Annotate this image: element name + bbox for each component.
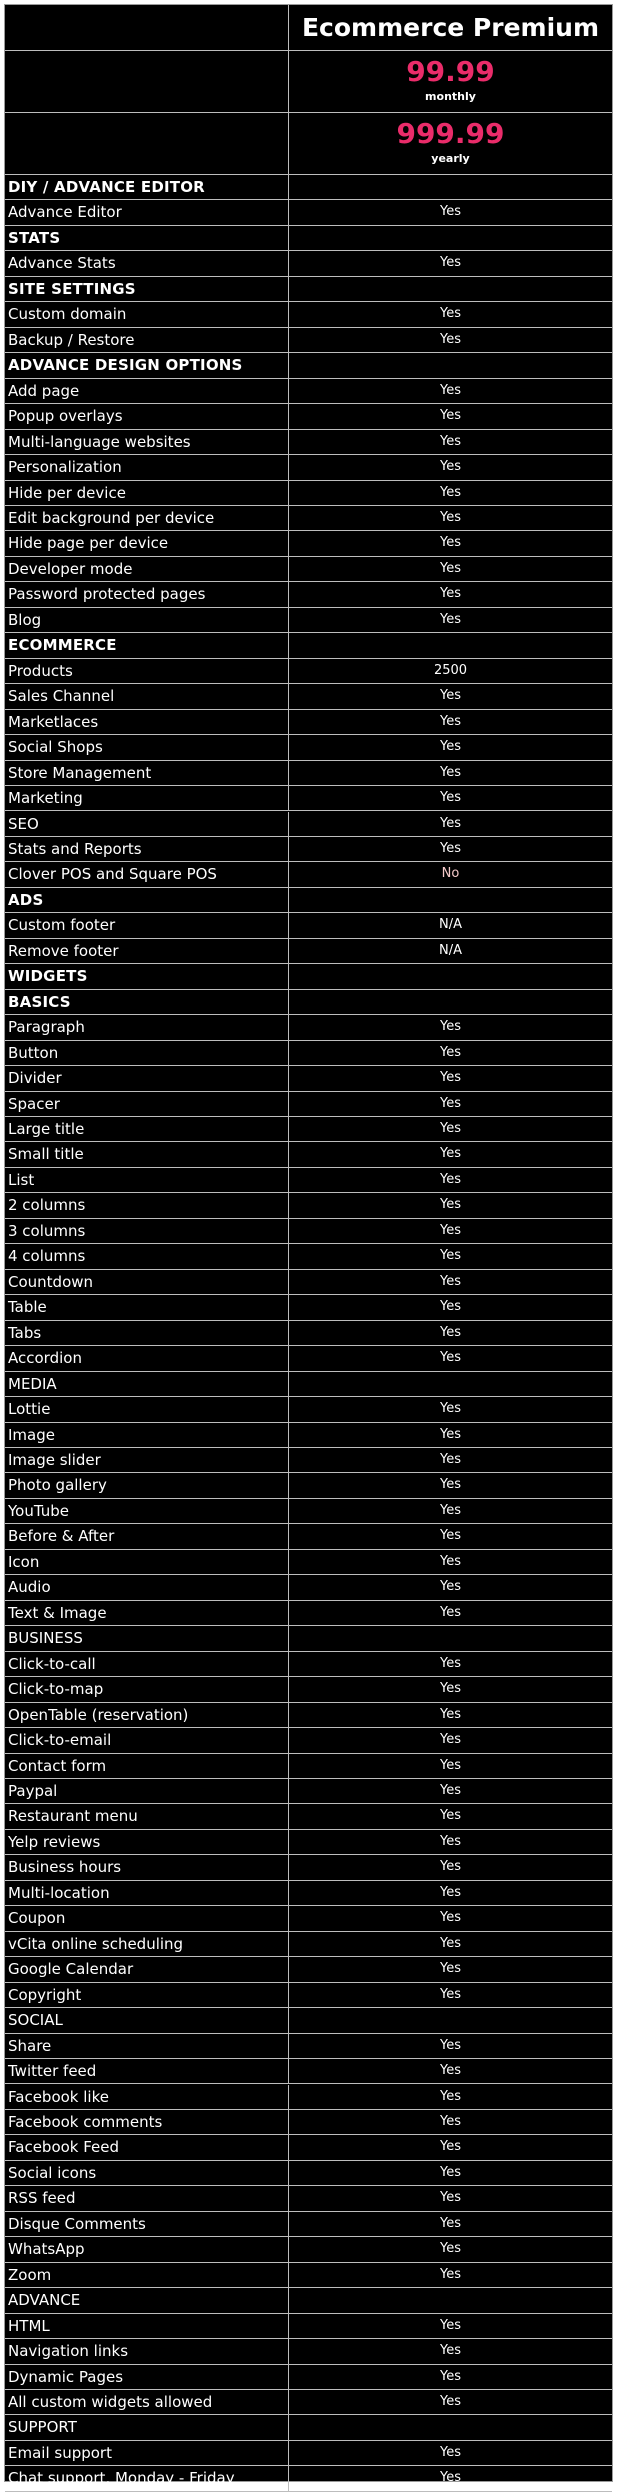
empty-value-cell bbox=[289, 226, 612, 250]
feature-value: Yes bbox=[440, 1350, 461, 1366]
feature-row bbox=[5, 1473, 612, 1498]
price-amount-yearly: 999.99 bbox=[396, 117, 505, 150]
feature-label: RSS feed bbox=[5, 2186, 289, 2210]
feature-value: Yes bbox=[440, 1782, 461, 1798]
feature-value: Yes bbox=[440, 713, 461, 729]
feature-label: Icon bbox=[5, 1550, 289, 1574]
feature-value: Yes bbox=[440, 1604, 461, 1620]
section-label: ECOMMERCE bbox=[5, 633, 289, 657]
subsection-label: SUPPORT bbox=[5, 2415, 289, 2439]
feature-value: N/A bbox=[439, 917, 462, 933]
subsection-label: MEDIA bbox=[5, 1372, 289, 1396]
feature-value: Yes bbox=[440, 535, 461, 551]
feature-label: Large title bbox=[5, 1117, 289, 1141]
price-row-yearly bbox=[5, 113, 612, 175]
empty-value-cell bbox=[289, 964, 612, 988]
feature-row bbox=[5, 1321, 612, 1346]
section-label: WIDGETS bbox=[5, 964, 289, 988]
feature-row bbox=[5, 1881, 612, 1906]
feature-row bbox=[5, 2161, 612, 2186]
section-label: STATS bbox=[5, 226, 289, 250]
feature-label: Click-to-email bbox=[5, 1728, 289, 1752]
feature-label: 4 columns bbox=[5, 1244, 289, 1268]
feature-value: Yes bbox=[440, 790, 461, 806]
feature-label: Zoom bbox=[5, 2263, 289, 2287]
feature-value: Yes bbox=[440, 408, 461, 424]
feature-value: Yes bbox=[440, 1502, 461, 1518]
subsection-row bbox=[5, 1626, 612, 1651]
feature-row bbox=[5, 2059, 612, 2084]
feature-row bbox=[5, 2085, 612, 2110]
feature-value: Yes bbox=[440, 1426, 461, 1442]
feature-row bbox=[5, 1855, 612, 1880]
feature-label: vCita online scheduling bbox=[5, 1932, 289, 1956]
feature-row bbox=[5, 1601, 612, 1626]
feature-label: Chat support, Monday - Friday bbox=[5, 2466, 289, 2490]
feature-row bbox=[5, 1448, 612, 1473]
feature-label: Button bbox=[5, 1041, 289, 1065]
feature-row bbox=[5, 684, 612, 709]
feature-label: Restaurant menu bbox=[5, 1804, 289, 1828]
feature-label: Social Shops bbox=[5, 735, 289, 759]
feature-label: Paypal bbox=[5, 1779, 289, 1803]
empty-value-cell bbox=[289, 888, 612, 912]
feature-label: Developer mode bbox=[5, 557, 289, 581]
plan-comparison-table bbox=[4, 4, 613, 2488]
feature-label: Advance Stats bbox=[5, 251, 289, 275]
feature-row bbox=[5, 659, 612, 684]
feature-label: Email support bbox=[5, 2441, 289, 2465]
feature-row bbox=[5, 1423, 612, 1448]
subsection-label: ADVANCE bbox=[5, 2288, 289, 2312]
feature-label: Table bbox=[5, 1295, 289, 1319]
feature-row bbox=[5, 1728, 612, 1753]
feature-value: Yes bbox=[440, 1095, 461, 1111]
feature-label: HTML bbox=[5, 2314, 289, 2338]
feature-label: Navigation links bbox=[5, 2339, 289, 2363]
subsection-label: SOCIAL bbox=[5, 2008, 289, 2032]
header-row bbox=[5, 5, 612, 51]
feature-row bbox=[5, 2466, 612, 2491]
feature-label: WhatsApp bbox=[5, 2237, 289, 2261]
feature-label: Custom footer bbox=[5, 913, 289, 937]
section-header-row bbox=[5, 633, 612, 658]
feature-value: Yes bbox=[440, 1553, 461, 1569]
feature-row bbox=[5, 1168, 612, 1193]
feature-row bbox=[5, 404, 612, 429]
feature-label: Marketlaces bbox=[5, 710, 289, 734]
feature-value: Yes bbox=[440, 1706, 461, 1722]
feature-value: Yes bbox=[440, 2394, 461, 2410]
feature-row bbox=[5, 531, 612, 556]
feature-row bbox=[5, 582, 612, 607]
feature-row bbox=[5, 1193, 612, 1218]
feature-label: Lottie bbox=[5, 1397, 289, 1421]
feature-value: Yes bbox=[440, 459, 461, 475]
feature-label: 3 columns bbox=[5, 1219, 289, 1243]
feature-value: Yes bbox=[440, 1273, 461, 1289]
feature-value: Yes bbox=[440, 2266, 461, 2282]
feature-label: YouTube bbox=[5, 1499, 289, 1523]
feature-value: Yes bbox=[440, 1197, 461, 1213]
price-row-monthly bbox=[5, 51, 612, 113]
feature-value: Yes bbox=[440, 1681, 461, 1697]
feature-label: Small title bbox=[5, 1142, 289, 1166]
feature-value: Yes bbox=[440, 1757, 461, 1773]
feature-value: Yes bbox=[440, 1044, 461, 1060]
feature-label: Hide page per device bbox=[5, 531, 289, 555]
feature-value: Yes bbox=[440, 2343, 461, 2359]
feature-row bbox=[5, 1295, 612, 1320]
feature-row bbox=[5, 2339, 612, 2364]
feature-row bbox=[5, 1906, 612, 1931]
feature-label: Copyright bbox=[5, 1983, 289, 2007]
feature-row bbox=[5, 200, 612, 225]
section-label: ADS bbox=[5, 888, 289, 912]
feature-label: Audio bbox=[5, 1575, 289, 1599]
feature-value: Yes bbox=[440, 433, 461, 449]
feature-value: Yes bbox=[440, 2444, 461, 2460]
feature-value: Yes bbox=[440, 739, 461, 755]
feature-label: Yelp reviews bbox=[5, 1830, 289, 1854]
empty-value-cell bbox=[289, 990, 612, 1014]
feature-row bbox=[5, 1652, 612, 1677]
feature-value: Yes bbox=[440, 1401, 461, 1417]
price-period-monthly: monthly bbox=[425, 90, 476, 103]
feature-label: Add page bbox=[5, 379, 289, 403]
feature-value: Yes bbox=[440, 1146, 461, 1162]
feature-label: Dynamic Pages bbox=[5, 2365, 289, 2389]
section-header-row bbox=[5, 888, 612, 913]
feature-row bbox=[5, 1142, 612, 1167]
price-empty-cell bbox=[5, 113, 289, 174]
feature-value: Yes bbox=[440, 1935, 461, 1951]
subsection-row bbox=[5, 2008, 612, 2033]
feature-label: List bbox=[5, 1168, 289, 1192]
feature-value: Yes bbox=[440, 1171, 461, 1187]
feature-row bbox=[5, 913, 612, 938]
feature-value: Yes bbox=[440, 2088, 461, 2104]
feature-value: Yes bbox=[440, 1910, 461, 1926]
section-header-row bbox=[5, 990, 612, 1015]
feature-label: Marketing bbox=[5, 786, 289, 810]
section-label: BASICS bbox=[5, 990, 289, 1014]
feature-row bbox=[5, 1779, 612, 1804]
empty-value-cell bbox=[289, 2288, 612, 2312]
feature-row bbox=[5, 2365, 612, 2390]
feature-row bbox=[5, 1270, 612, 1295]
section-header-row bbox=[5, 277, 612, 302]
feature-row bbox=[5, 862, 612, 887]
feature-row bbox=[5, 1524, 612, 1549]
feature-row bbox=[5, 837, 612, 862]
feature-row bbox=[5, 2237, 612, 2262]
feature-row bbox=[5, 2186, 612, 2211]
feature-row bbox=[5, 786, 612, 811]
feature-value: Yes bbox=[440, 815, 461, 831]
feature-row bbox=[5, 1804, 612, 1829]
empty-value-cell bbox=[289, 2415, 612, 2439]
feature-value: Yes bbox=[440, 382, 461, 398]
feature-value: Yes bbox=[440, 1732, 461, 1748]
feature-label: Multi-language websites bbox=[5, 430, 289, 454]
feature-value: Yes bbox=[440, 2113, 461, 2129]
feature-label: Image slider bbox=[5, 1448, 289, 1472]
feature-value: Yes bbox=[440, 1452, 461, 1467]
feature-label: Accordion bbox=[5, 1346, 289, 1370]
feature-label: OpenTable (reservation) bbox=[5, 1703, 289, 1727]
feature-row bbox=[5, 1117, 612, 1142]
empty-value-cell bbox=[289, 175, 612, 199]
feature-label: Before & After bbox=[5, 1524, 289, 1548]
feature-label: Facebook like bbox=[5, 2085, 289, 2109]
feature-label: 2 columns bbox=[5, 1193, 289, 1217]
feature-row bbox=[5, 1754, 612, 1779]
feature-row bbox=[5, 2110, 612, 2135]
subsection-row bbox=[5, 1372, 612, 1397]
price-amount-monthly: 99.99 bbox=[406, 55, 495, 88]
feature-row bbox=[5, 1092, 612, 1117]
feature-label: Blog bbox=[5, 608, 289, 632]
feature-row bbox=[5, 430, 612, 455]
feature-value: Yes bbox=[440, 586, 461, 602]
feature-value: Yes bbox=[440, 1986, 461, 2002]
feature-label: Sales Channel bbox=[5, 684, 289, 708]
price-empty-cell bbox=[5, 51, 289, 112]
feature-row bbox=[5, 2034, 612, 2059]
feature-row bbox=[5, 1499, 612, 1524]
feature-row bbox=[5, 481, 612, 506]
feature-value: Yes bbox=[440, 1070, 461, 1086]
feature-label: Divider bbox=[5, 1066, 289, 1090]
feature-value: 2500 bbox=[433, 662, 468, 678]
feature-row bbox=[5, 608, 612, 633]
empty-value-cell bbox=[289, 277, 612, 301]
feature-label: Contact form bbox=[5, 1754, 289, 1778]
feature-label: Disque Comments bbox=[5, 2212, 289, 2236]
feature-value: Yes bbox=[440, 2063, 461, 2079]
feature-value: No bbox=[441, 866, 460, 882]
feature-value: Yes bbox=[440, 1019, 461, 1035]
feature-value: Yes bbox=[440, 331, 461, 347]
feature-value: Yes bbox=[440, 2037, 461, 2053]
feature-label: SEO bbox=[5, 812, 289, 836]
feature-label: Spacer bbox=[5, 1092, 289, 1116]
feature-label: Countdown bbox=[5, 1270, 289, 1294]
section-label: DIY / ADVANCE EDITOR bbox=[5, 175, 289, 199]
feature-label: Password protected pages bbox=[5, 582, 289, 606]
section-header-row bbox=[5, 226, 612, 251]
feature-row bbox=[5, 939, 612, 964]
feature-label: Edit background per device bbox=[5, 506, 289, 530]
section-header-row bbox=[5, 175, 612, 200]
feature-value: Yes bbox=[440, 1655, 461, 1671]
feature-row bbox=[5, 1677, 612, 1702]
feature-value: Yes bbox=[440, 1579, 461, 1595]
feature-label: Hide per device bbox=[5, 481, 289, 505]
subsection-row bbox=[5, 2288, 612, 2313]
feature-value: Yes bbox=[440, 1324, 461, 1340]
feature-value: Yes bbox=[440, 484, 461, 500]
empty-value-cell bbox=[289, 2008, 612, 2032]
feature-label: Facebook Feed bbox=[5, 2135, 289, 2159]
feature-value: N/A bbox=[439, 942, 462, 958]
feature-label: Social icons bbox=[5, 2161, 289, 2185]
feature-row bbox=[5, 1957, 612, 1982]
feature-row bbox=[5, 2390, 612, 2415]
price-period-yearly: yearly bbox=[431, 152, 470, 165]
feature-label: Store Management bbox=[5, 761, 289, 785]
feature-value: Yes bbox=[440, 2368, 461, 2384]
feature-row bbox=[5, 1041, 612, 1066]
feature-label: Coupon bbox=[5, 1906, 289, 1930]
feature-value: Yes bbox=[440, 1528, 461, 1544]
feature-row bbox=[5, 2441, 612, 2466]
feature-value: Yes bbox=[440, 1222, 461, 1238]
feature-row bbox=[5, 379, 612, 404]
feature-row bbox=[5, 506, 612, 531]
feature-row bbox=[5, 2135, 612, 2160]
feature-row bbox=[5, 557, 612, 582]
feature-value: Yes bbox=[440, 840, 461, 856]
feature-label: Stats and Reports bbox=[5, 837, 289, 861]
feature-label: Text & Image bbox=[5, 1601, 289, 1625]
feature-row bbox=[5, 328, 612, 353]
feature-row bbox=[5, 1932, 612, 1957]
feature-label: Image bbox=[5, 1423, 289, 1447]
feature-value: Yes bbox=[440, 1477, 461, 1493]
feature-label: All custom widgets allowed bbox=[5, 2390, 289, 2414]
feature-row bbox=[5, 1550, 612, 1575]
feature-row bbox=[5, 1066, 612, 1091]
feature-label: Twitter feed bbox=[5, 2059, 289, 2083]
feature-row bbox=[5, 1244, 612, 1269]
feature-value: Yes bbox=[440, 1833, 461, 1849]
feature-row bbox=[5, 455, 612, 480]
feature-value: Yes bbox=[440, 1808, 461, 1824]
feature-value: Yes bbox=[440, 688, 461, 704]
feature-value: Yes bbox=[440, 2215, 461, 2231]
feature-row bbox=[5, 2263, 612, 2288]
empty-value-cell bbox=[289, 353, 612, 377]
plan-name: Ecommerce Premium bbox=[301, 13, 599, 42]
feature-label: Advance Editor bbox=[5, 200, 289, 224]
feature-value: Yes bbox=[440, 1961, 461, 1977]
empty-value-cell bbox=[289, 1626, 612, 1650]
feature-label: Personalization bbox=[5, 455, 289, 479]
feature-value: Yes bbox=[440, 2190, 461, 2206]
empty-value-cell bbox=[289, 1372, 612, 1396]
feature-label: Products bbox=[5, 659, 289, 683]
feature-row bbox=[5, 812, 612, 837]
feature-value: Yes bbox=[440, 2470, 461, 2486]
section-header-row bbox=[5, 353, 612, 378]
feature-value: Yes bbox=[440, 1884, 461, 1900]
feature-row bbox=[5, 1219, 612, 1244]
feature-label: Click-to-map bbox=[5, 1677, 289, 1701]
section-label: ADVANCE DESIGN OPTIONS bbox=[5, 353, 289, 377]
feature-label: Google Calendar bbox=[5, 1957, 289, 1981]
subsection-label: BUSINESS bbox=[5, 1626, 289, 1650]
feature-row bbox=[5, 1346, 612, 1371]
feature-label: Multi-location bbox=[5, 1881, 289, 1905]
header-empty-cell bbox=[5, 5, 289, 50]
feature-label: Clover POS and Square POS bbox=[5, 862, 289, 886]
feature-value: Yes bbox=[440, 306, 461, 322]
feature-row bbox=[5, 2212, 612, 2237]
feature-row bbox=[5, 302, 612, 327]
feature-row bbox=[5, 1397, 612, 1422]
feature-row bbox=[5, 761, 612, 786]
feature-row bbox=[5, 735, 612, 760]
feature-value: Yes bbox=[440, 2139, 461, 2155]
feature-value: Yes bbox=[440, 764, 461, 780]
feature-label: Click-to-call bbox=[5, 1652, 289, 1676]
price-cell-yearly bbox=[289, 113, 612, 174]
feature-label: Business hours bbox=[5, 1855, 289, 1879]
feature-row bbox=[5, 251, 612, 276]
feature-value: Yes bbox=[440, 2164, 461, 2180]
feature-label: Tabs bbox=[5, 1321, 289, 1345]
price-cell-monthly bbox=[289, 51, 612, 112]
feature-label: Backup / Restore bbox=[5, 328, 289, 352]
feature-row bbox=[5, 1830, 612, 1855]
feature-value: Yes bbox=[440, 611, 461, 627]
feature-value: Yes bbox=[440, 509, 461, 525]
feature-value: Yes bbox=[440, 1248, 461, 1264]
feature-value: Yes bbox=[440, 1859, 461, 1875]
feature-label: Share bbox=[5, 2034, 289, 2058]
feature-row bbox=[5, 710, 612, 735]
feature-label: Popup overlays bbox=[5, 404, 289, 428]
feature-value: Yes bbox=[440, 560, 461, 576]
empty-value-cell bbox=[289, 633, 612, 657]
feature-value: Yes bbox=[440, 2317, 461, 2333]
feature-value: Yes bbox=[440, 1121, 461, 1137]
feature-label: Remove footer bbox=[5, 939, 289, 963]
feature-row bbox=[5, 1015, 612, 1040]
feature-row bbox=[5, 1575, 612, 1600]
feature-label: Paragraph bbox=[5, 1015, 289, 1039]
feature-label: Photo gallery bbox=[5, 1473, 289, 1497]
feature-value: Yes bbox=[440, 255, 461, 271]
feature-row bbox=[5, 1703, 612, 1728]
feature-label: Facebook comments bbox=[5, 2110, 289, 2134]
feature-value: Yes bbox=[440, 2241, 461, 2257]
feature-row bbox=[5, 2314, 612, 2339]
feature-value: Yes bbox=[440, 1299, 461, 1315]
section-label: SITE SETTINGS bbox=[5, 277, 289, 301]
feature-value: Yes bbox=[440, 204, 461, 220]
feature-row bbox=[5, 1983, 612, 2008]
feature-label: Custom domain bbox=[5, 302, 289, 326]
subsection-row bbox=[5, 2415, 612, 2440]
section-header-row bbox=[5, 964, 612, 989]
